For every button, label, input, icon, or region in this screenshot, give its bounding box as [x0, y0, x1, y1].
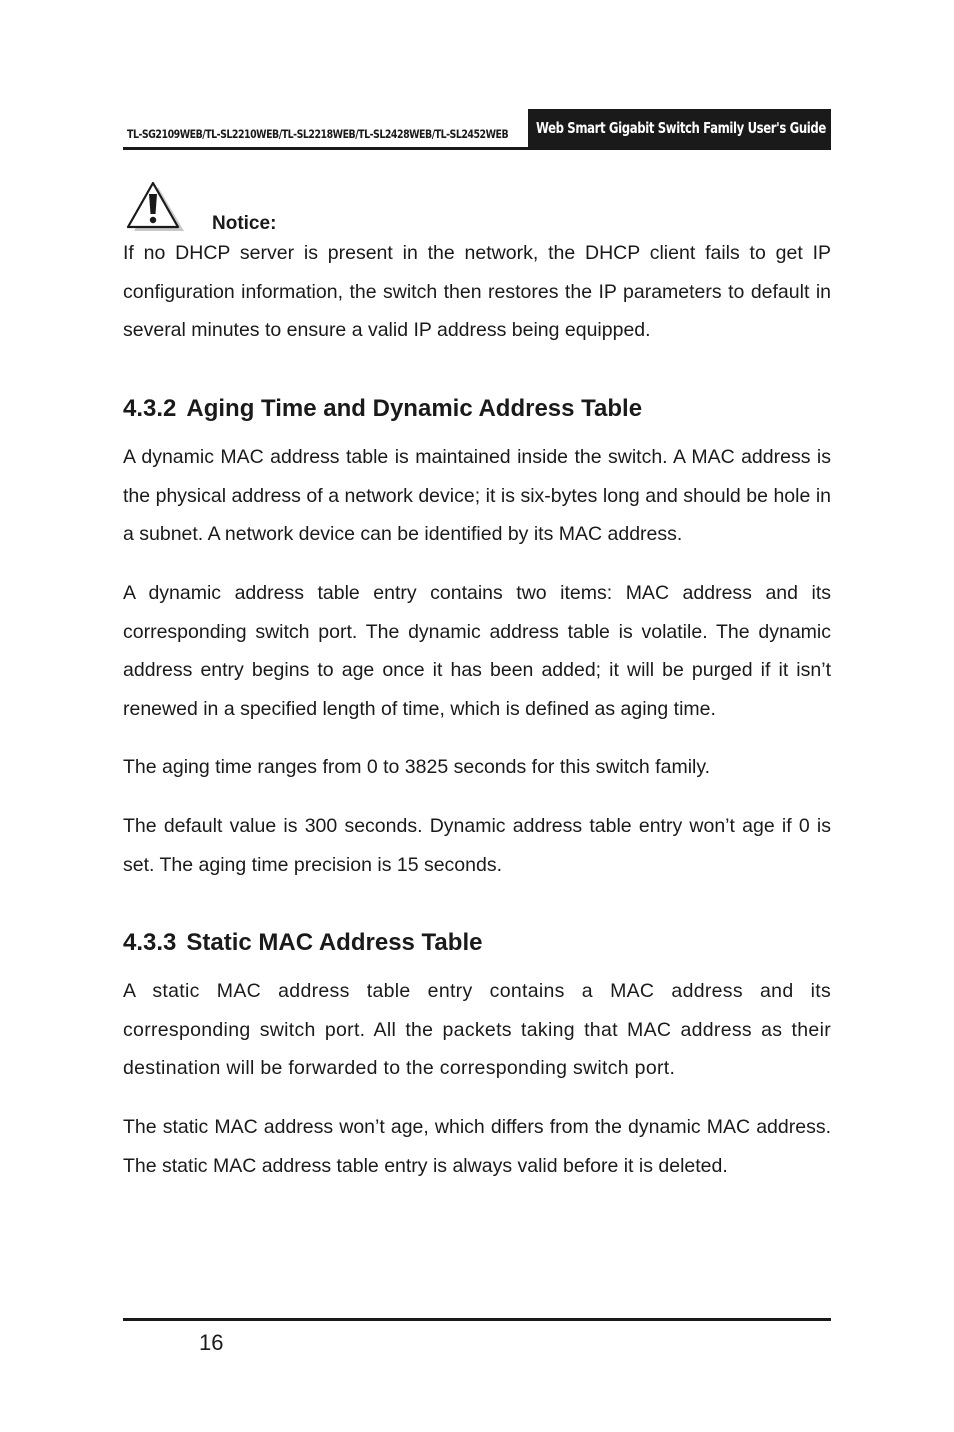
section-heading-4-3-2 — [123, 395, 642, 423]
paragraph: A dynamic address table entry contains two items: MAC address and its corresponding switch port. The dynamic address table is volatile. The dynamic address entry begins to age once it has been added; it will be purged if it isn’t renewed in a specified length of time, which is defined as aging time. — [123, 582, 831, 721]
header-models-text: TL-SG2109WEB/TL-SL2210WEB/TL-SL2218WEB/TL-SL2428WEB/TL-SL2452WEB — [127, 127, 509, 141]
section-heading-4-3-3 — [123, 929, 482, 957]
warning-icon — [125, 180, 185, 234]
header-guide-title-text: Web Smart Gigabit Switch Family User's Guide — [536, 119, 826, 137]
page-header — [123, 109, 831, 150]
header-guide-title — [528, 109, 831, 150]
page-number: 16 — [199, 1330, 224, 1355]
paragraph: A static MAC address table entry contains a MAC address and its corresponding switch port. All the packets taking that MAC address as their destination will be forwarded to the corresponding switch port. — [123, 980, 831, 1080]
section-title: Aging Time and Dynamic Address Table — [186, 395, 643, 422]
header-models — [123, 109, 528, 150]
paragraph: The default value is 300 seconds. Dynamic address table entry won’t age if 0 is set. The aging time precision is 15 seconds. — [123, 815, 831, 876]
paragraph: The static MAC address won’t age, which differs from the dynamic MAC address. The static MAC address table entry is always valid before it is deleted. — [123, 1116, 831, 1177]
paragraph: A dynamic MAC address table is maintained inside the switch. A MAC address is the physical address of a network device; it is six-bytes long and should be hole in a subnet. A network device can be identified by its MAC address. — [123, 446, 831, 546]
section-number: 4.3.2 — [123, 395, 177, 422]
notice-label: Notice: — [212, 213, 277, 234]
footer-divider — [123, 1318, 831, 1321]
notice-text: If no DHCP server is present in the network, the DHCP client fails to get IP configuration information, the switch then restores the IP parameters to default in several minutes to ensure a valid IP address being equipped. — [123, 242, 831, 342]
section-number: 4.3.3 — [123, 929, 177, 956]
section-title: Static MAC Address Table — [186, 929, 483, 956]
paragraph: The aging time ranges from 0 to 3825 seconds for this switch family. — [123, 756, 711, 778]
